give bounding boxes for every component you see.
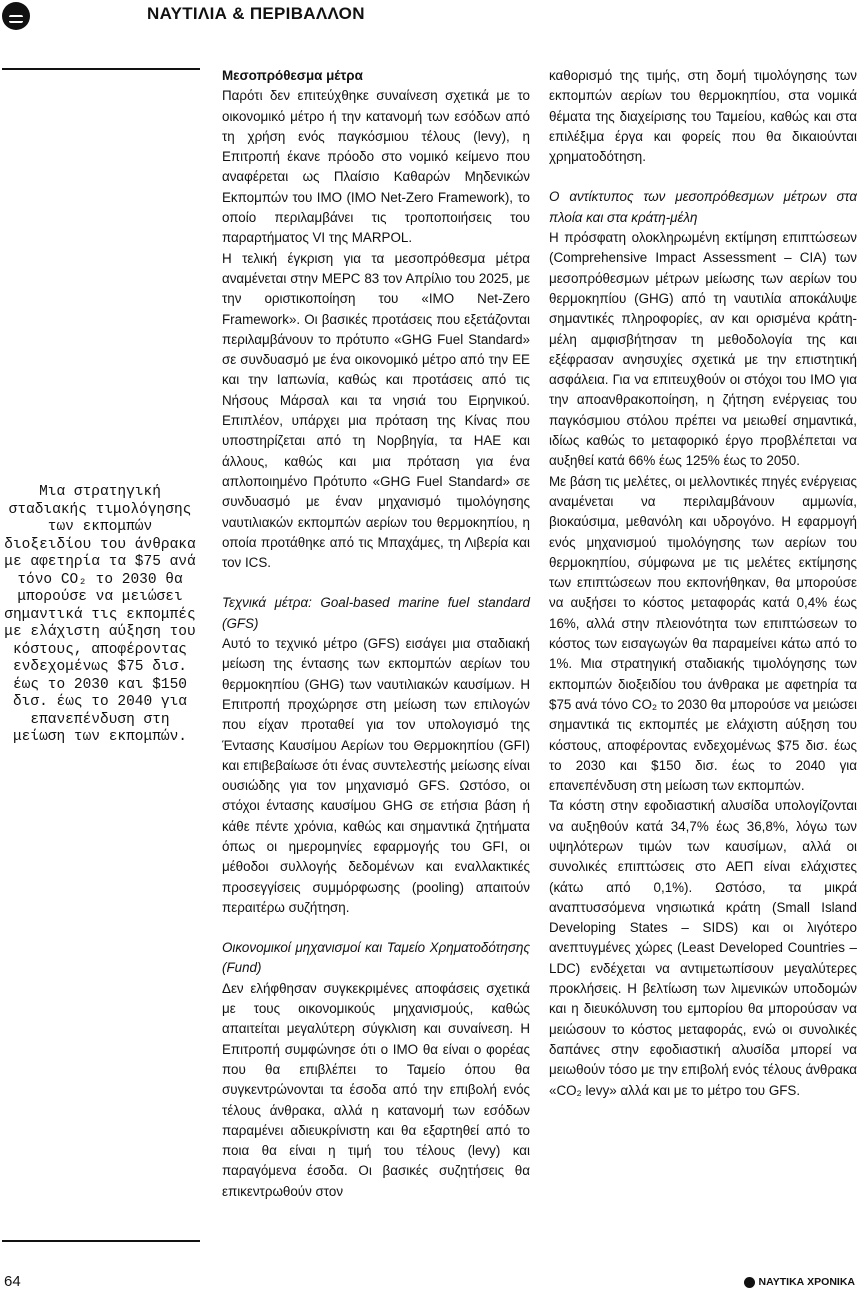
paragraph: Η τελική έγκριση για τα μεσοπρόθεσμα μέτρα αναμένεται στην MEPC 83 τον Απρίλιο του 2025, με την οριστικοποίηση του «IMO Net-Zero Framework». Οι βασικές προτάσεις που εξετάζονται περιλαμβάνουν το πρότυπο «GHG Fuel Standard» σε συνδυασμό με ένα οικονομικό μέτρο από την ΕΕ και την Ιαπωνία, καθώς και προτάσεις από τις Νήσους Μάρσαλ και τα νησιά του Ειρηνικού. Επιπλέον, υπάρχει μια πρόταση της Κίνας που υποστηρίζεται από τη Νορβηγία, τα ΗΑΕ και άλλους, καθώς και μια πρόταση για ένα απλοποιημένο Πρότυπο «GHG Fuel Standard» σε συνδυασμό με έναν μηχανισμό τιμολόγησης ναυτιλιακών εκπομπών αερίων του θερμοκηπίου, η οποία προτάθηκε από τις Μπαχάμες, τη Λιβερία και τον ICS. [222, 250, 530, 571]
subheading-midterm-measures: Μεσοπρόθεσμα μέτρα [222, 68, 363, 83]
paragraph: Δεν ελήφθησαν συγκεκριμένες αποφάσεις σχετικά με τους οικονομικούς μηχανισμούς, καθώς απαιτείται μεγαλύτερη σύγκλιση και συναίνεση. Η Επιτροπή συμφώνησε ότι ο IMO θα είναι ο φορέας που θα επιβλέπει το Ταμείο όπου θα συγκεντρώνονται τα έσοδα από την επιβολή ενός τέλους άνθρακα, αλλά η κατανομή των εσόδων παραμένει αδιευκρίνιστη και θα εξαρτηθεί από το ποια θα είναι η τιμή του τέλους (levy) και παραγόμενα έσοδα. Οι βασικές συζητήσεις θα επικεντρωθούν στον [222, 980, 530, 1199]
subheading-economic-mechanisms: Οικονομικοί μηχανισμοί και Ταμείο Χρηματοδότησης (Fund) [222, 940, 530, 976]
section-title: ΝΑΥΤΙΛΙΑ & ΠΕΡΙΒΑΛΛΟΝ [147, 4, 365, 23]
paragraph: Η πρόσφατη ολοκληρωμένη εκτίμηση επιπτώσεων (Comprehensive Impact Assessment – CIA) των μεσοπρόθεσμων μέτρων μείωσης των αερίων του θερμοκηπίου (GHG) από τη ναυτιλία αποκάλυψε σημαντικές πληροφορίες, αν και ορισμένα κράτη-μέλη αμφισβήτησαν τη μεθοδολογία της και εξέφρασαν ανησυχίες σχετικά με την επιστητική ασφάλεια. Για να επιτευχθούν οι στόχοι του IMO για την αποανθρακοποίηση, η ζήτηση ενέργειας του παγκόσμιου στόλου πρέπει να μειωθεί σημαντικά, ιδίως καθώς το μεταφορικό έργο προβλέπεται να αυξηθεί κατά 66% έως 125% έως το 2050. [549, 230, 857, 469]
paragraph: καθορισμό της τιμής, στη δομή τιμολόγησης των εκπομπών αερίων του θερμοκηπίου, στα νομικά θέματα της διαχείρισης του Ταμείου, καθώς και στα επιλέξιμα έργα και φορείς που θα δικαιούνται χρηματοδότηση. [549, 68, 857, 165]
brand-name: ΝΑΥΤΙΚΑ ΧΡΟΝΙΚΑ [758, 1276, 855, 1288]
sidebar-bottom-rule [2, 1240, 200, 1242]
paragraph: Τα κόστη στην εφοδιαστική αλυσίδα υπολογίζονται να αυξηθούν κατά 34,7% έως 36,8%, λόγω των υψηλότερων τιμών των καυσίμων, αλλά οι συνολικές επιπτώσεις στο ΑΕΠ είναι ελάχιστες (κάτω από 0,1%). Ωστόσο, τα μικρά αναπτυσσόμενα νησιωτικά κράτη (Small Island Developing States – SIDS) και οι λιγότερο ανεπτυγμένες χώρες (Least Developed Countries – LDC) ενδέχεται να αντιμετωπίσουν μεγαλύτερες προκλήσεις. Η βελτίωση των λιμενικών υποδομών και η διευκόλυνση του εμπορίου θα μπορούσαν να μειώσουν το κόστος μεταφοράς, ενώ οι συνολικές δαπάνες στην εφοδιαστική αλυσίδα μπορεί να μειωθούν τόσο με την επιβολή ενός τέλους άνθρακα «CO₂ levy» αλλά και με το μέτρο του GFS. [549, 798, 857, 1098]
brand-logo-icon [744, 1277, 755, 1288]
subheading-technical-measures: Τεχνικά μέτρα: Goal-based marine fuel standard (GFS) [222, 595, 530, 631]
article-column-2 [549, 66, 857, 1101]
article-column-1 [222, 66, 530, 1202]
pull-quote: Μια στρατηγική σταδιακής τιμολόγησης των εκπομπών διοξειδίου του άνθρακα με αφετηρία τα $75 ανά τόνο CO₂ το 2030 θα μπορούσε να μειώσει σημαντικά τις εκπομπές με ελάχιστη αύξηση του κόστους, αποφέροντας ενδεχομένως $75 δισ. έως το 2030 και $150 δισ. έως το 2040 για επανεπένδυση στη μείωση των εκπομπών. [4, 484, 196, 745]
subheading-impact: Ο αντίκτυπος των μεσοπρόθεσμων μέτρων στα πλοία και στα κράτη-μέλη [549, 189, 857, 225]
magazine-logo-icon [2, 2, 30, 30]
paragraph: Με βάση τις μελέτες, οι μελλοντικές πηγές ενέργειας αναμένεται να περιλαμβάνουν αμμωνία, βιοκαύσιμα, μεθανόλη και υδρογόνο. Η εφαρμογή ενός μηχανισμού τιμολόγησης των αερίων του θερμοκηπίου, σύμφωνα με τις μελέτες εκτίμησης των επιπτώσεων που εκπονήθηκαν, θα μπορούσε να αυξήσει το κόστος μεταφοράς κατά 0,4% έως 16%, αλλά στην πλειονότητα των επιπτώσεων το κόστος των εισαγωγών θα παραμείνει κάτω από το 1%. Μια στρατηγική σταδιακής τιμολόγησης των εκπομπών διοξειδίου του άνθρακα με αφετηρία τα $75 ανά τόνο CO₂ το 2030 θα μπορούσε να μειώσει σημαντικά τις εκπομπές με ελάχιστη αύξηση του κόστους, αποφέροντας ενδεχομένως $75 δισ. έως το 2030 και $150 δισ. έως το 2040 για επανεπένδυση στη μείωση των εκπομπών. [549, 473, 857, 794]
footer-brand [744, 1276, 855, 1288]
page-number: 64 [4, 1273, 21, 1290]
paragraph: Αυτό το τεχνικό μέτρο (GFS) εισάγει μια σταδιακή μείωση της έντασης των εκπομπών αερίων του θερμοκηπίου (GHG) των ναυτιλιακών καυσίμων. Η Επιτροπή προχώρησε στη μείωση των επιλογών που είχαν προταθεί για τον υπολογισμό της Έντασης Καυσίμου Αερίων του Θερμοκηπίου (GFI) και επιβεβαίωσε ότι ένας συντελεστής μείωσης είναι ουσιώδης για τον μηχανισμό GFS. Ωστόσο, οι στόχοι έντασης καυσίμου GHG σε ετήσια βάση ή κάθε πέντε χρόνια, καθώς και σημαντικά ζητήματα όπως οι ημερομηνίες εφαρμογής του GFI, οι μέθοδοι συλλογής δεδομένων και εναλλακτικές προσεγγίσεις συμμόρφωσης (pooling) απαιτούν περαιτέρω συζήτηση. [222, 636, 530, 915]
paragraph: Παρότι δεν επιτεύχθηκε συναίνεση σχετικά με το οικονομικό μέτρο ή την κατανομή των εσόδων από τη χρήση ενός παγκόσμιου τέλους (levy), η Επιτροπή έκανε πρόοδο στο νομικό κείμενο που αναφέρεται ως Πλαίσιο Καθαρών Μηδενικών Εκπομπών του IMO (IMO Net-Zero Framework), το οποίο περιλαμβάνει τις τροποποιήσεις του παραρτήματος VI της MARPOL. [222, 88, 530, 246]
sidebar-top-rule [2, 68, 200, 70]
